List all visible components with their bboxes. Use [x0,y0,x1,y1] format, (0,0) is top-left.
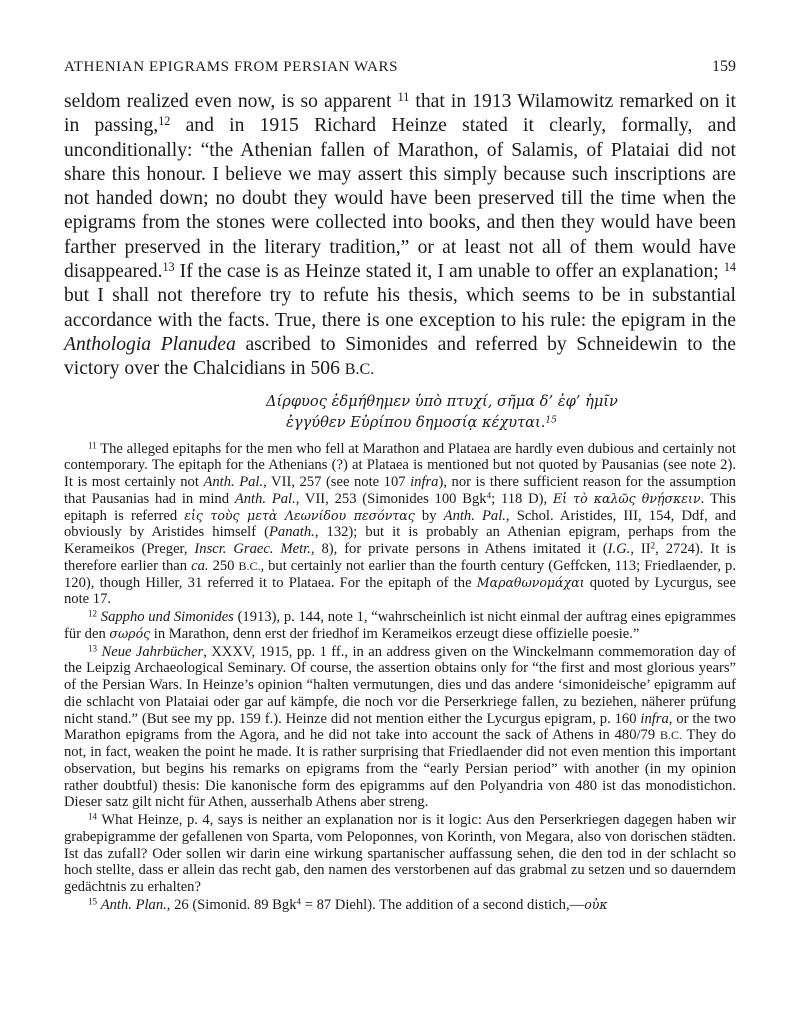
page [64,58,736,915]
running-header [64,58,736,76]
work-title: Anthologia Planudea [64,333,236,355]
footnote-ref: 12 [158,114,171,129]
footnote-ref: 13 [162,260,175,275]
footnote-ref: 14 [723,260,736,275]
body-text: seldom realized even now, is so apparent [64,91,392,112]
footnote-number: 14 [88,811,98,822]
footnote-13: $^{13}$ Neue Jahrbücher, XXXV, 1915, pp. 1 ff., in an address given on the Winckelmann commemoration day of the Leipzig Archaeological Seminary. Of course, the assertion obtains only for “the first and most glorious years” of the Persian Wars. In Heinze’s opinion “halten vermutungen, dies und das andere ‘simonideische’ epigramm auf die schlacht von Plataiai oder gar auf kämpfe, die noch vor die Perserkriege fallen, zu beziehen, näherer prüfung nicht stand.” (But see my pp. 159 f.). Heinze did not mention either the Lycurgus epigram, p. 160 infra, or the two Marathon epigrams from the Agora, and he did not take into account the sack of Athens in 480/79 B.C. They do not, in fact, weaken the point he made. It is rather surprising that Friedlaender did not even mention this important observation, but begins his remarks on epigrams from the “early Persian period” with another (in my opinion rather doubtful) thesis: Die kanonische form des epigramms auf den Polyandria von 480 ist das monodistichon. Dieser satz gilt nicht für Athen, ausserhalb Athens aber streng. [64,643,736,811]
footnote-number: 11 [88,440,97,451]
verse-line-1: Δίρφυος ἐδμήθημεν ὑπὸ πτυχί, σῆμα δ’ ἐφ’ ἡμῖν [266,392,618,410]
footnote-15: $^{15}$ Anth. Plan., 26 (Simonid. 89 Bgk$^4$ = 87 Diehl). The addition of a second distich,—οὐκ [88,896,608,913]
footnote-number: 15 [88,896,98,907]
footnote-11: $^{11}$ The alleged epitaphs for the men who fell at Marathon and Plataea are hardly even dubious and certainly not contemporary. The epitaph for the Athenians (?) at Plataea is mentioned but not quoted by Pausanias (see note 2). It is most certainly not Anth. Pal., VII, 257 (see note 107 infra), nor is there sufficient reason for the assumption that Pausanias had in mind Anth. Pal., VII, 253 (Simonides 100 Bgk$^4$; 118 D), Εἰ τὸ καλῶς θνῄσκειν. This epitaph is referred εἰς τοὺς μετὰ Λεωνίδου πεσόντας by Anth. Pal., Schol. Aristides, III, 154, Ddf, and obviously by Aristides himself (Panath., 132); but it is probably an Athenian epigram, perhaps from the Kerameikos (Preger, Inscr. Graec. Metr., 8), for private persons in Athens imitated it (I.G., $II^2$, 2724). It is therefore earlier than ca. 250 B.C., but certainly not earlier than the fourth century (Geffcken, 113; Friedlaender, p. 120), though Hiller, 31 referred it to Plataea. For the epitaph of the Μαραθωνομάχαι quoted by Lycurgus, see note 17. [64,440,736,608]
era-abbrev: B.C. [344,361,375,379]
body-paragraph [64,90,736,383]
footnote-number: 13 [88,643,98,654]
running-title: ATHENIAN EPIGRAMS FROM PERSIAN WARS [64,59,399,75]
body-text: but I shall not therefore try to refute his thesis, which seems to be in substantial accordance with the facts. True, there is one exception to his rule: the epigram in the [64,285,736,331]
greek-epigram [64,391,736,433]
footnotes [64,441,736,914]
body-text: If the case is as Heinze stated it, I am unable to offer an explanation; [174,261,719,283]
footnote-number: 12 [88,608,98,619]
body-text: ascribed to Simonides and referred by Schneidewin to the victory over the Chalcidians in 506 [64,333,736,380]
footnote-12: $^{12}$ Sappho und Simonides (1913), p. 144, note 1, “wahrscheinlich ist nicht einmal der auftrag eines epigrammes für den σωρός in Marathon, denn erst der friedhof im Kerameikos erzeugt diese offizielle poesie.” [64,608,736,642]
verse-line-2: ἐγγύθεν Εὐρίπου δημοσίᾳ κέχυται.$^{15}$ [286,413,557,431]
footnote-ref: 11 [397,89,410,104]
body-text: and in 1915 Richard Heinze stated it clearly, formally, and unconditionally: “the Athenian fallen of Marathon, of Salamis, of Plataiai did not share this honour. I believe we may assert this simply because such inscriptions are not handed down; no doubt they would have been preserved till the time when the epigrams from the stones were collected into books, and then they would have been farther preserved in the literary tradition,” or at least not all of them would have disappeared. [64,115,737,283]
footnote-14: $^{14}$ What Heinze, p. 4, says is neither an explanation nor is it logic: Aus den Perserkriegen dagegen haben wir grabepigramme der gefallenen von Sparta, vom Peloponnes, von Korinth, von Megara, also von dorischen städten. Ist das zufall? Oder sollen wir darin eine wirkung spartanischer auffassung sehen, die den tod in der schlacht so hoch stellte, dass er allein das recht gab, den namen des verstorbenen auf das grabmal zu setzen und so dauerndem gedächtnis zu erhalten? [64,811,736,896]
body-text: that in 1913 Wilamowitz remarked on it in passing, [64,91,736,137]
footnote-ref: 15 [545,415,557,426]
page-number: 159 [712,58,736,75]
